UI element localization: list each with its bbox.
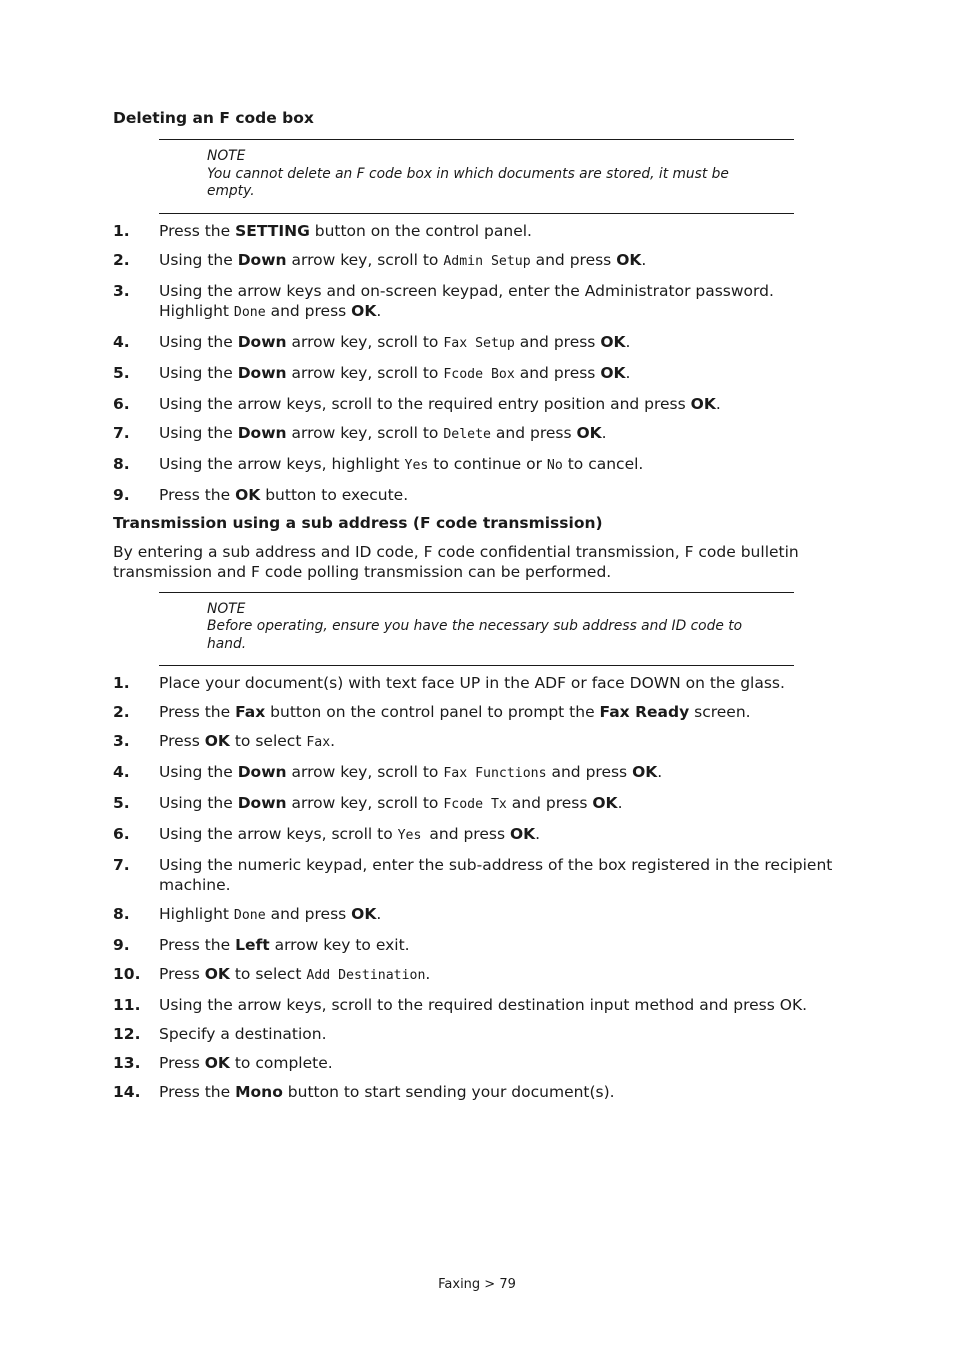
key-name-text: OK	[235, 485, 261, 504]
key-name-text: Down	[237, 794, 287, 812]
step-item	[113, 762, 843, 784]
step-text	[159, 221, 843, 241]
note-content	[207, 148, 777, 201]
step-text-run: button on the control panel.	[309, 221, 532, 240]
step-text-run: arrow key, scroll to	[286, 794, 444, 812]
key-name-text: Mono	[235, 1083, 283, 1101]
key-name-text: OK	[204, 965, 230, 983]
note-label: NOTE	[207, 600, 246, 617]
step-text-run: Using the	[159, 794, 238, 812]
step-text	[159, 1082, 843, 1102]
key-name-text: Down	[237, 363, 287, 382]
step-item	[113, 1053, 843, 1073]
step-text-run: Using the arrow keys and on-screen keypad, enter the Administrator password. Highlight	[159, 281, 774, 320]
key-name-text: OK	[690, 394, 716, 413]
step-item	[113, 221, 843, 241]
step-number: 4.	[113, 763, 130, 781]
step-text	[159, 762, 843, 784]
step-text	[159, 281, 843, 323]
step-item	[113, 964, 843, 986]
menu-option-text: Add Destination	[306, 968, 426, 983]
step-text-run: button on the control panel to prompt the	[265, 703, 600, 721]
step-text-run: .	[425, 965, 431, 983]
step-item	[113, 673, 843, 693]
step-text-run: to cancel.	[562, 454, 644, 473]
step-number: 8.	[113, 905, 130, 923]
step-text-run: Highlight	[159, 905, 234, 923]
step-text-run: .	[330, 732, 336, 750]
step-number: 10.	[113, 965, 141, 983]
note-text: Before operating, ensure you have the necessary sub address and ID code to hand.	[207, 618, 743, 652]
step-text-run: Press the	[159, 221, 236, 240]
step-number: 1.	[113, 221, 130, 240]
step-item	[113, 1082, 843, 1102]
step-number: 5.	[113, 794, 130, 812]
step-text-run: and press	[265, 905, 352, 923]
step-number: 7.	[113, 423, 130, 442]
step-text	[159, 824, 843, 846]
step-number: 9.	[113, 936, 130, 954]
step-text-run: Press	[159, 1054, 205, 1072]
step-text-run: and press	[546, 763, 633, 781]
step-text-run: and press	[514, 363, 601, 382]
step-text	[159, 995, 843, 1015]
step-number: 13.	[113, 1054, 141, 1072]
step-text-run: and press	[514, 332, 601, 351]
step-text-run: Press the	[159, 485, 236, 504]
menu-option-text: No	[546, 457, 563, 473]
step-item	[113, 731, 843, 753]
step-text-run: Using the arrow keys, scroll to the required entry position and press	[159, 394, 691, 413]
step-text-run: .	[376, 301, 382, 320]
step-item	[113, 250, 843, 272]
step-text	[159, 1024, 843, 1044]
step-text-run: Using the	[159, 363, 238, 382]
step-text-run: to continue or	[428, 454, 547, 473]
step-text	[159, 935, 843, 955]
step-text-run: .	[641, 250, 647, 269]
key-name-text: OK	[632, 763, 658, 781]
step-number: 12.	[113, 1025, 141, 1043]
section-heading-delete-fcode-box: Deleting an F code box	[113, 109, 314, 127]
step-number: 7.	[113, 856, 130, 874]
step-number: 4.	[113, 332, 130, 351]
step-item	[113, 394, 843, 414]
step-text-run: and press	[490, 423, 577, 442]
menu-option-text: Yes	[404, 457, 429, 473]
intro-paragraph: By entering a sub address and ID code, F code confidential transmission, F code bulletin transmission and F code polling transmission can be performed.	[113, 542, 799, 581]
step-text	[159, 904, 843, 926]
step-text	[159, 793, 843, 815]
key-name-text: OK	[616, 250, 642, 269]
menu-option-text: Fcode Tx	[443, 797, 507, 812]
step-number: 6.	[113, 394, 130, 413]
key-name-text: Down	[237, 423, 287, 442]
step-text	[159, 394, 843, 414]
step-item	[113, 1024, 843, 1044]
step-text	[159, 673, 843, 693]
key-name-text: OK	[576, 423, 602, 442]
step-text-run: arrow key to exit.	[269, 936, 410, 954]
step-text	[159, 485, 843, 505]
step-number: 6.	[113, 825, 130, 843]
step-text-run: Place your document(s) with text face UP in the ADF or face DOWN on the glass.	[159, 674, 785, 692]
step-number: 8.	[113, 454, 130, 473]
section-heading-fcode-transmission: Transmission using a sub address (F code transmission)	[113, 513, 603, 532]
step-text-run: Using the arrow keys, scroll to the required destination input method and press OK.	[159, 996, 808, 1014]
step-text-run: arrow key, scroll to	[286, 250, 444, 269]
step-text-run: Specify a destination.	[159, 1025, 327, 1043]
step-text-run: button to start sending your document(s).	[282, 1083, 615, 1101]
key-name-text: OK	[351, 301, 377, 320]
step-text-run: Using the	[159, 763, 238, 781]
step-text-run: arrow key, scroll to	[286, 332, 444, 351]
step-text	[159, 855, 843, 895]
menu-option-text: Fcode Box	[443, 366, 515, 382]
key-name-text: OK	[600, 363, 626, 382]
step-text-run: Using the	[159, 250, 238, 269]
step-text-run: button to execute.	[260, 485, 409, 504]
steps-list-transmission	[113, 673, 843, 1102]
key-name-text: OK	[204, 732, 230, 750]
key-name-text: OK	[592, 794, 618, 812]
note-box	[159, 592, 794, 667]
step-item	[113, 824, 843, 846]
step-text-run: Press	[159, 965, 205, 983]
step-text	[159, 702, 843, 722]
step-number: 1.	[113, 674, 130, 692]
step-text-run: Using the arrow keys, scroll to	[159, 825, 398, 843]
step-number: 2.	[113, 250, 130, 269]
step-item	[113, 363, 843, 385]
step-text-run: Using the arrow keys, highlight	[159, 454, 405, 473]
step-text-run: Using the	[159, 332, 238, 351]
menu-option-text: Fax Setup	[443, 335, 515, 351]
step-text	[159, 332, 843, 354]
step-text-run: Using the numeric keypad, enter the sub-address of the box registered in the recipient machine.	[159, 856, 833, 894]
step-text	[159, 250, 843, 272]
step-text-run: arrow key, scroll to	[286, 423, 444, 442]
key-name-text: Down	[237, 332, 287, 351]
key-name-text: Fax	[235, 703, 266, 721]
step-text	[159, 423, 843, 445]
step-text-run: Press	[159, 732, 205, 750]
step-item	[113, 332, 843, 354]
step-text-run: to select	[229, 732, 307, 750]
step-text-run: and press	[506, 794, 593, 812]
step-item	[113, 935, 843, 955]
step-number: 3.	[113, 732, 130, 750]
step-text-run: .	[376, 905, 382, 923]
key-name-text: Down	[237, 763, 287, 781]
step-number: 3.	[113, 281, 130, 300]
note-text: You cannot delete an F code box in which documents are stored, it must be empty.	[207, 165, 729, 199]
menu-option-text: Done	[233, 304, 266, 320]
note-content	[207, 601, 777, 654]
menu-option-text: Yes	[397, 828, 430, 843]
step-text	[159, 964, 843, 986]
step-item	[113, 793, 843, 815]
step-text	[159, 731, 843, 753]
key-name-text: Down	[237, 250, 287, 269]
page-footer: Faxing > 79	[438, 1277, 516, 1292]
step-text-run: .	[617, 794, 623, 812]
menu-option-text: Fax Functions	[443, 766, 547, 781]
step-text-run: .	[625, 332, 631, 351]
step-item	[113, 995, 843, 1015]
step-text-run: arrow key, scroll to	[286, 363, 444, 382]
step-number: 14.	[113, 1083, 141, 1101]
step-text-run: .	[535, 825, 541, 843]
step-text	[159, 363, 843, 385]
menu-option-text: Admin Setup	[443, 253, 531, 269]
step-text-run: and press	[530, 250, 617, 269]
step-text-run: Using the	[159, 423, 238, 442]
step-text-run: .	[601, 423, 607, 442]
document-page	[113, 107, 843, 1102]
key-name-text: Fax Ready	[599, 703, 690, 721]
step-number: 11.	[113, 996, 141, 1014]
step-text-run: .	[625, 363, 631, 382]
step-number: 5.	[113, 363, 130, 382]
step-item	[113, 485, 843, 505]
step-item	[113, 281, 843, 323]
note-box	[159, 139, 794, 214]
step-text-run: Press the	[159, 1083, 236, 1101]
menu-option-text: Done	[233, 908, 266, 923]
key-name-text: OK	[600, 332, 626, 351]
step-number: 9.	[113, 485, 130, 504]
key-name-text: SETTING	[235, 221, 310, 240]
key-name-text: OK	[509, 825, 536, 843]
step-text-run: to select	[229, 965, 307, 983]
step-item	[113, 702, 843, 722]
step-item	[113, 855, 843, 895]
key-name-text: OK	[351, 905, 377, 923]
key-name-text: Left	[235, 936, 270, 954]
step-text-run: arrow key, scroll to	[286, 763, 444, 781]
step-text-run: Press the	[159, 703, 236, 721]
step-text-run: screen.	[689, 703, 751, 721]
note-label: NOTE	[207, 148, 246, 164]
key-name-text: OK	[204, 1054, 230, 1072]
steps-list-delete	[113, 221, 843, 505]
step-item	[113, 904, 843, 926]
step-text-run: to complete.	[229, 1054, 333, 1072]
step-number: 2.	[113, 703, 130, 721]
step-text	[159, 454, 843, 476]
step-text-run: .	[715, 394, 721, 413]
step-text-run: and press	[265, 301, 352, 320]
step-item	[113, 423, 843, 445]
step-text-run: .	[657, 763, 663, 781]
menu-option-text: Delete	[443, 426, 491, 442]
step-text-run: Press the	[159, 936, 236, 954]
menu-option-text: Fax	[306, 735, 331, 750]
step-text	[159, 1053, 843, 1073]
step-text-run: and press	[429, 825, 510, 843]
step-item	[113, 454, 843, 476]
